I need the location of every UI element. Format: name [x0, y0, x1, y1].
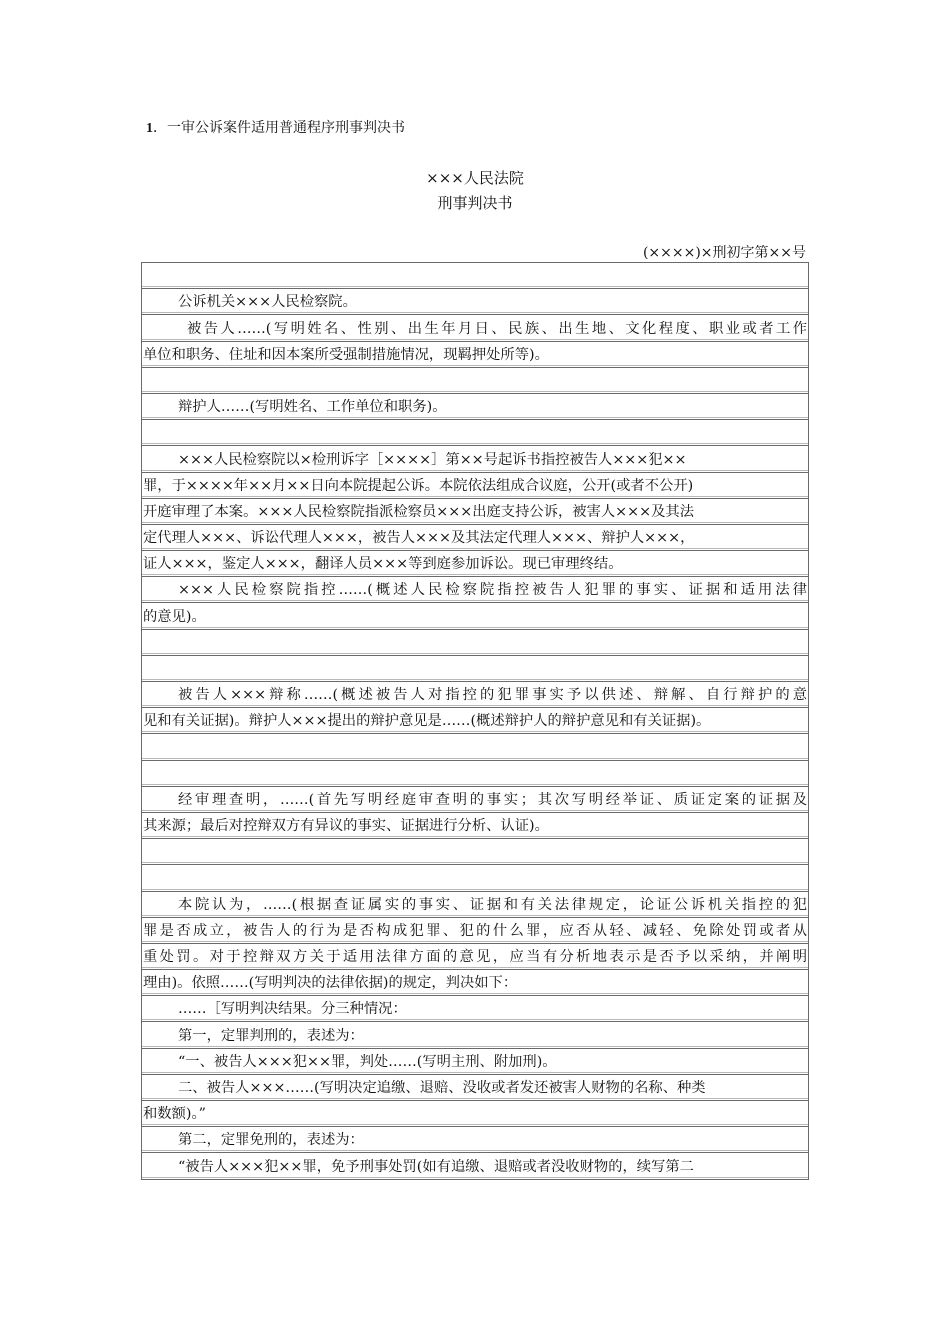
form-row-text: 理由)。依照……(写明判决的法律依据)的规定，判决如下： — [143, 975, 518, 992]
form-row-text: 单位和职务、住址和因本案所受强制措施情况，现羁押处所等)。 — [143, 346, 549, 363]
form-row-text: ×××人民检察院指控……(概述人民检察院指控被告人犯罪的事实、证据和适用法律 — [178, 582, 807, 599]
form-row — [141, 760, 809, 787]
form-row-text: 公诉机关×××人民检察院。 — [178, 294, 357, 311]
judgment-form — [141, 263, 809, 1180]
form-row-text: ……［写明判决结果。分三种情况： — [178, 1001, 407, 1018]
form-row — [141, 812, 809, 839]
form-row-text: 的意见)。 — [143, 608, 206, 625]
form-row-text: 和数额)。” — [143, 1106, 206, 1123]
form-row — [141, 314, 809, 341]
form-row — [141, 550, 809, 577]
form-row-text: 其来源；最后对控辩双方有异议的事实、证据进行分析、认证)。 — [143, 818, 549, 835]
form-row-text: 罪是否成立，被告人的行为是否构成犯罪、犯的什么罪，应否从轻、减轻、免除处罚或者从 — [143, 922, 807, 939]
form-row-text: 证人×××，鉴定人×××，翻译人员×××等到庭参加诉讼。现已审理终结。 — [143, 556, 623, 573]
form-row — [141, 995, 809, 1022]
form-row-text: 被告人×××辩称……(概述被告人对指控的犯罪事实予以供述、辩解、自行辩护的意 — [178, 687, 807, 704]
form-row — [141, 1126, 809, 1153]
form-row-text: 经审理查明，……(首先写明经庭审查明的事实；其次写明经举证、质证定案的证据及 — [178, 791, 807, 808]
document-type-title: 刑事判决书 — [437, 194, 513, 212]
document-heading — [146, 118, 405, 139]
form-row — [141, 419, 809, 446]
form-row — [141, 629, 809, 656]
form-row — [141, 707, 809, 734]
form-row-text: 第一，定罪判刑的，表述为： — [178, 1027, 364, 1044]
form-row — [141, 341, 809, 368]
form-row — [141, 1048, 809, 1075]
form-row — [141, 602, 809, 629]
heading-title: ．一审公诉案件适用普通程序刑事判决书 — [153, 120, 405, 136]
form-row-text: ×××人民检察院以×检刑诉字［××××］第××号起诉书指控被告人×××犯×× — [178, 451, 687, 468]
court-name: ×××人民法院 — [426, 169, 524, 187]
form-row-text: 第二，定罪免刑的，表述为： — [178, 1132, 364, 1149]
form-row — [141, 472, 809, 499]
form-row — [141, 733, 809, 760]
heading-number: 1 — [146, 121, 153, 136]
form-row-text: 二、被告人×××……(写明决定追缴、退赔、没收或者发还被害人财物的名称、种类 — [178, 1080, 706, 1096]
form-row — [141, 838, 809, 865]
form-row-text: 开庭审理了本案。×××人民检察院指派检察员×××出庭支持公诉，被害人×××及其法 — [143, 503, 695, 520]
form-row-text: 辩护人……(写明姓名、工作单位和职务)。 — [178, 399, 447, 416]
form-row-text: 定代理人×××、诉讼代理人×××，被告人×××及其法定代理人×××、辩护人×××， — [143, 530, 695, 547]
form-row — [141, 943, 809, 970]
form-row — [141, 367, 809, 394]
form-row — [141, 1100, 809, 1127]
form-row — [141, 288, 809, 315]
form-row — [141, 576, 809, 603]
form-row — [141, 786, 809, 813]
form-row-text: “一、被告人×××犯××罪，判处……(写明主刑、附加刑)。 — [178, 1053, 557, 1070]
case-number: (××××)×刑初字第××号 — [642, 245, 806, 261]
form-row-text: 罪，于××××年××月××日向本院提起公诉。本院依法组成合议庭，公开(或者不公开) — [143, 477, 694, 494]
form-row — [141, 864, 809, 891]
form-row — [141, 498, 809, 525]
form-row — [141, 891, 809, 918]
form-row — [141, 655, 809, 682]
form-row-text: 被告人……(写明姓名、性别、出生年月日、民族、出生地、文化程度、职业或者工作 — [187, 320, 807, 337]
form-row-text: 重处罚。对于控辩双方关于适用法律方面的意见，应当有分析地表示是否予以采纳，并阐明 — [143, 949, 807, 966]
form-row-text: 本院认为，……(根据查证属实的事实、证据和有关法律规定，论证公诉机关指控的犯 — [178, 896, 807, 913]
form-row — [141, 1074, 809, 1101]
form-row — [141, 969, 809, 996]
form-row — [141, 393, 809, 420]
form-row-text: 见和有关证据)。辩护人×××提出的辩护意见是……(概述辩护人的辩护意见和有关证据)。 — [143, 713, 711, 730]
form-row — [141, 917, 809, 944]
form-row — [141, 445, 809, 472]
form-row — [141, 1152, 809, 1179]
form-row — [141, 262, 809, 289]
form-row — [141, 524, 809, 551]
form-row — [141, 1021, 809, 1048]
form-row-text: “被告人×××犯××罪，免予刑事处罚(如有追缴、退赔或者没收财物的，续写第二 — [178, 1158, 694, 1175]
form-row — [141, 681, 809, 708]
